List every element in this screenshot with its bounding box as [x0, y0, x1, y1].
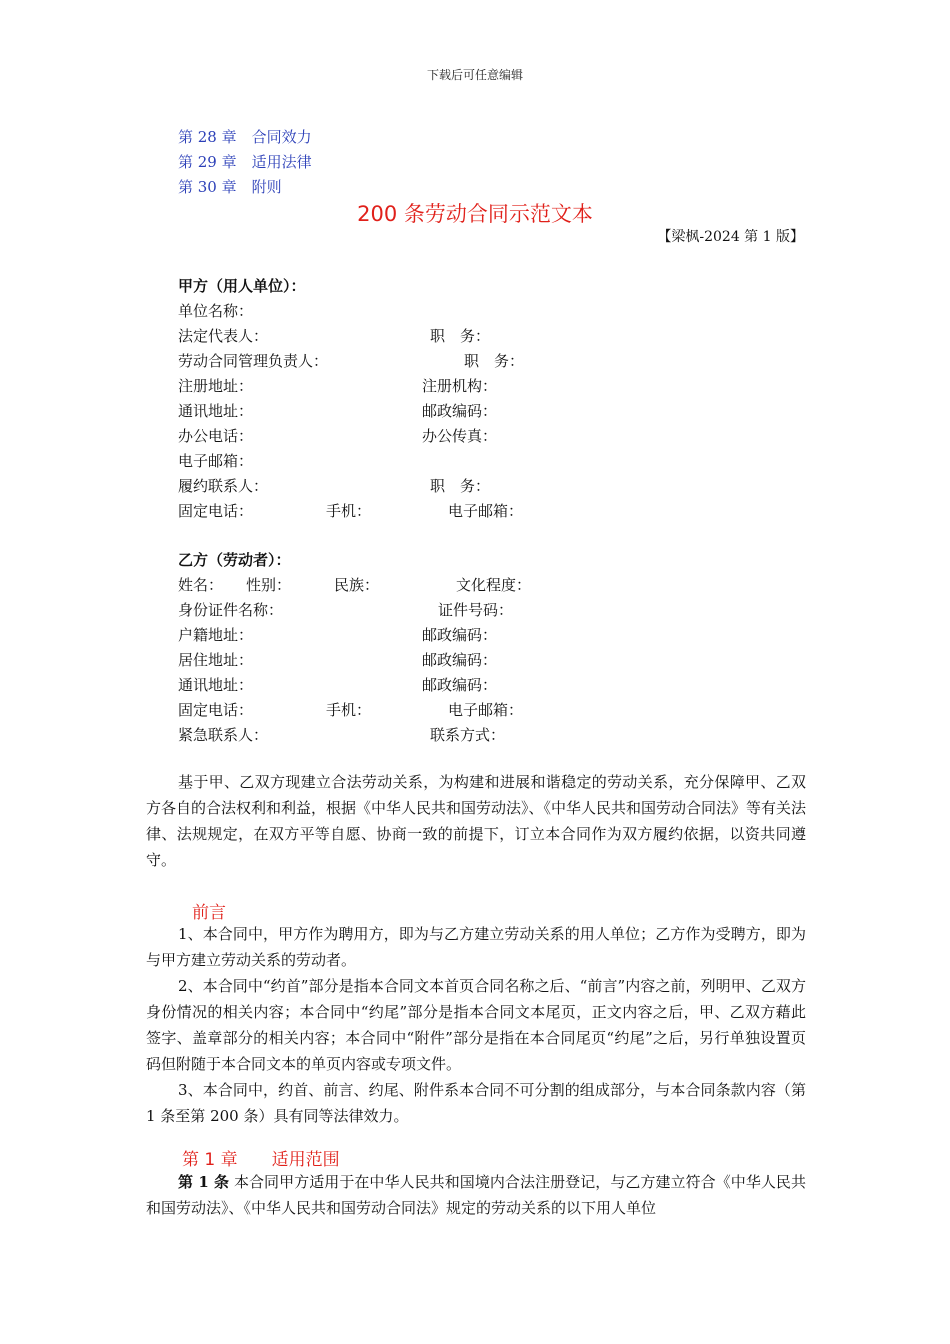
landline-label: 固定电话：	[178, 502, 254, 520]
preface-heading: 前言	[192, 903, 226, 923]
emergency-contact-label: 紧急联系人：	[178, 726, 269, 744]
party-b-row	[178, 673, 798, 698]
contact-method-label: 联系方式：	[430, 726, 506, 744]
toc-item-chapter-29[interactable]: 第 29 章 适用法律	[178, 153, 312, 171]
preface-item: 3、本合同中，约首、前言、约尾、附件系本合同不可分割的组成部分，与本合同条款内容（第 1 条至第 200 条）具有同等法律效力。	[146, 1081, 806, 1125]
party-b-section	[178, 548, 798, 748]
document-title: 200 条劳动合同示范文本	[357, 202, 593, 226]
party-b-row	[178, 698, 798, 723]
postcode-label: 邮政编码：	[422, 651, 498, 669]
mail-address-label: 通讯地址：	[178, 676, 254, 694]
mail-address-label: 通讯地址：	[178, 402, 254, 420]
position-label: 职 务：	[430, 477, 491, 495]
email-label: 电子邮箱：	[178, 452, 254, 470]
intro-text: 基于甲、乙双方现建立合法劳动关系，为构建和进展和谐稳定的劳动关系，充分保障甲、乙双方各自的合法权利和利益，根据《中华人民共和国劳动法》、《中华人民共和国劳动合同法》等有关法律、法规规定，在双方平等自愿、协商一致的前提下，订立本合同作为双方履约依据，以资共同遵守。	[146, 773, 807, 869]
intro-paragraph	[146, 769, 806, 873]
household-address-label: 户籍地址：	[178, 626, 254, 644]
reg-address-label: 注册地址：	[178, 377, 254, 395]
id-number-label: 证件号码：	[438, 601, 514, 619]
party-a-row	[178, 499, 798, 524]
table-of-contents	[178, 125, 312, 200]
email-label: 电子邮箱：	[448, 502, 524, 520]
mobile-label: 手机：	[326, 502, 372, 520]
postcode-label: 邮政编码：	[422, 626, 498, 644]
party-a-row	[178, 299, 798, 324]
party-b-row	[178, 623, 798, 648]
party-a-row	[178, 349, 798, 374]
preface-item: 2、本合同中“约首”部分是指本合同文本首页合同名称之后、“前言”内容之前，列明甲、乙双方身份情况的相关内容；本合同中“约尾”部分是指本合同文本尾页，正文内容之后，甲、乙双方藉此签字、盖章部分的相关内容；本合同中“附件”部分是指在本合同尾页“约尾”之后，另行单独设置页码但附随于本合同文本的单页内容或专项文件。	[146, 977, 806, 1073]
article-1-text: 本合同甲方适用于在中华人民共和国境内合法注册登记，与乙方建立符合《中华人民共和国劳动法》、《中华人民共和国劳动合同法》规定的劳动关系的以下用人单位	[146, 1173, 806, 1217]
party-b-row	[178, 598, 798, 623]
email-label: 电子邮箱：	[448, 701, 524, 719]
party-b-row	[178, 723, 798, 748]
header-note: 下载后可任意编辑	[426, 68, 523, 82]
office-phone-label: 办公电话：	[178, 427, 254, 445]
education-label: 文化程度：	[456, 576, 532, 594]
preface-item: 1、本合同中，甲方作为聘用方，即为与乙方建立劳动关系的用人单位；乙方作为受聘方，即为与甲方建立劳动关系的劳动者。	[146, 925, 806, 969]
postcode-label: 邮政编码：	[422, 402, 498, 420]
party-a-row	[178, 324, 798, 349]
residence-address-label: 居住地址：	[178, 651, 254, 669]
mobile-label: 手机：	[326, 701, 372, 719]
article-1	[146, 1169, 806, 1221]
article-1-label: 第 1 条	[178, 1173, 230, 1191]
postcode-label: 邮政编码：	[422, 676, 498, 694]
position-label: 职 务：	[464, 352, 525, 370]
legal-rep-label: 法定代表人：	[178, 327, 269, 345]
chapter-1-heading: 第 1 章 适用范围	[182, 1150, 340, 1170]
party-a-row	[178, 474, 798, 499]
name-label: 姓名：	[178, 576, 224, 594]
party-a-heading: 甲方（用人单位）：	[178, 277, 306, 295]
party-a-row	[178, 449, 798, 474]
party-b-heading: 乙方（劳动者）：	[178, 551, 291, 569]
party-a-row	[178, 424, 798, 449]
position-label: 职 务：	[430, 327, 491, 345]
id-type-label: 身份证件名称：	[178, 601, 284, 619]
party-a-section	[178, 274, 798, 524]
preface-body	[146, 921, 806, 1129]
office-fax-label: 办公传真：	[422, 427, 498, 445]
unit-name-label: 单位名称：	[178, 302, 254, 320]
contract-manager-label: 劳动合同管理负责人：	[178, 352, 329, 370]
edition-label: 【梁枫-2024 第 1 版】	[657, 229, 804, 245]
toc-item-chapter-30[interactable]: 第 30 章 附则	[178, 178, 282, 196]
toc-item-chapter-28[interactable]: 第 28 章 合同效力	[178, 128, 312, 146]
ethnicity-label: 民族：	[334, 576, 380, 594]
gender-label: 性别：	[246, 576, 292, 594]
party-b-row	[178, 573, 798, 598]
party-a-row	[178, 374, 798, 399]
party-a-row	[178, 399, 798, 424]
party-b-row	[178, 648, 798, 673]
landline-label: 固定电话：	[178, 701, 254, 719]
reg-agency-label: 注册机构：	[422, 377, 498, 395]
contact-person-label: 履约联系人：	[178, 477, 269, 495]
